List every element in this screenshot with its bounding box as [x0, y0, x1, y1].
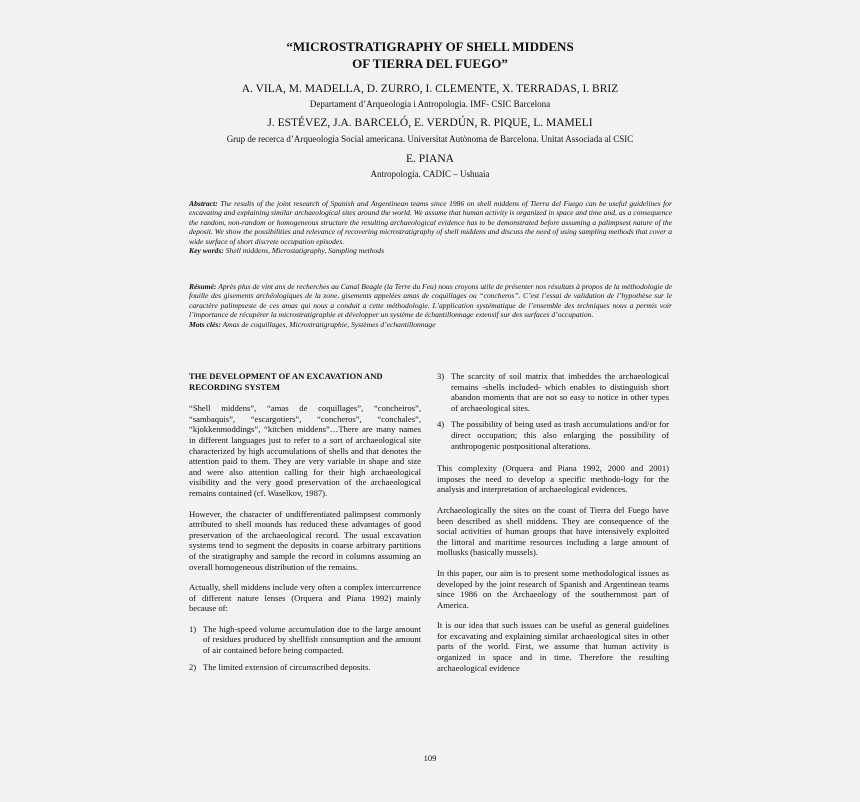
affiliation-1: Departament d’Arqueologia i Antropologia. IMF- CSIC Barcelona [309, 99, 551, 109]
abstract-text [189, 199, 672, 246]
paragraph: It is our idea that such issues can be useful as general guidelines for excavating and explaining similar archaeological sites in other parts of the world. First, we assume that human activity is organized in space and in time. Therefore the resulting archaeological evidence [437, 620, 669, 673]
abstract-block [189, 199, 672, 255]
list-text: The scarcity of soil matrix that imbeddes the archaeological remains -shells included- which enables to distinguish short abandon moments that are not so easy to notice in other types of archaeological sites. [451, 371, 669, 413]
paragraph: This complexity (Orquera and Piana 1992, 2000 and 2001) imposes the need to develop a specific methodo-logy for the analysis and interpretation of archaeological evidences. [437, 463, 669, 495]
paragraph: Actually, shell middens include very often a complex intercurrence of different nature lenses (Orquera and Piana 1992) mainly because of: [189, 582, 421, 614]
section-heading: THE DEVELOPMENT OF AN EXCAVATION AND RECORDING SYSTEM [189, 371, 383, 392]
keywords-label: Key words: [189, 246, 224, 256]
resume-body: Après plus de vint ans de recherches au Canal Beagle (la Terre du Feu) nous croyons utile de présenter nos résultats à propos de la méthodologie de fouille des gisements archéologiques de la zone, gisements appelées amas de coquillages ou “concheros”. C’est l’essai de validation de l’hypothèse sur le caractère palimpseste de ces amas qui nous a conduit a cette méthodologie. L’application systématique de l’ensemble des techniques nous a permis voir l’importance de récupérer la microstratigraphie et développer un système de échantillonnage extensif sur des surfaces d’occupation. [189, 282, 672, 320]
list-text: The limited extension of circumscribed deposits. [203, 661, 371, 672]
title-line-1: “MICROSTRATIGRAPHY OF SHELL MIDDENS [286, 39, 574, 54]
list-number: 3) [437, 371, 445, 381]
list-text: The possibility of being used as trash accumulations and/or for direct occupation; this also enlarging the possibility of anthropogenic postpositional alterations. [451, 419, 669, 451]
resume-keywords [189, 320, 672, 329]
paragraph: In this paper, our aim is to present some methodological issues as developed by the joint research of Spanish and Argentinean teams since 1986 on the Archaeology of the southernmost part of America. [437, 567, 669, 610]
page-number: 109 [423, 753, 437, 763]
author-list-2: J. ESTÉVEZ, J.A. BARCELÓ, E. VERDÚN, R. PIQUE, L. MAMELI [267, 117, 593, 129]
affiliation-3: Antropología. CADIC – Ushuaia [370, 169, 490, 179]
list-number: 2) [189, 661, 197, 672]
resume-label: Résumé: [189, 282, 217, 291]
title-line-2: OF TIERRA DEL FUEGO” [352, 56, 508, 71]
right-column [437, 371, 669, 683]
author-list-1: A. VILA, M. MADELLA, D. ZURRO, I. CLEMENTE, X. TERRADAS, I. BRIZ [241, 83, 619, 95]
abstract-label: Abstract: [189, 199, 218, 208]
keywords-text: Shell middens, Microstatigraphy, Sampling methods [225, 246, 385, 256]
paper-title [160, 38, 700, 72]
list-item [437, 371, 669, 413]
list-item [189, 662, 421, 673]
list-number: 1) [189, 623, 197, 634]
resume-block [189, 282, 672, 329]
list-item [437, 419, 669, 451]
author-list-3: E. PIANA [406, 153, 454, 165]
list-item [189, 624, 421, 656]
resume-text [189, 282, 672, 320]
left-column [189, 371, 421, 678]
abstract-body: The results of the joint research of Spanish and Argentinean teams since 1986 on shell middens of Tierra del Fuego can be useful guidelines for excavating and explaining similar archaeological sites around the world. We assume that human activity is organized in space and time and, as a consequence the random, non-random or homogeneous structure the resulting archaeological evidence has to be demonstrated before assuming a palimpsest nature of the deposit. We show the possibilities and relevance of recovering microstratigraphy of shell middens and discuss the need of using sampling methods that cover a wide surface of short discrete occupation episodes. [189, 199, 672, 246]
paragraph: Archaeologically the sites on the coast of Tierra del Fuego have been described as shell middens. They are consequence of the social activities of human groups that have intensively exploited the littoral and maritime resources including a large amount of mollusks (basically mussels). [437, 504, 669, 558]
mots-cles-label: Mots clés: [189, 319, 221, 329]
list-number: 4) [437, 419, 445, 430]
paragraph: “Shell middens”, “amas de coquillages”, “concheiros”, “sambaquis”, “escargotiers”, “concheros”, “conchales”, “kjokkenmoddings”, “kitchen middens”…There are many names in different languages just to refer to a sort of archaeological site characterized by high accumulations of shells and that denotes the attention paid to them. They are very variable in shape and size and were also attention calling for their high archaeological visibility and the very good preservation of the archaeological remains contained (cf. Waselkov, 1987). [189, 403, 421, 498]
affiliation-2: Grup de recerca d’Arqueologia Social americana. Universitat Autònoma de Barcelona. Unitat Associada al CSIC [226, 134, 634, 144]
mots-cles-text: Amas de coquillages, Microstratigraphie, Systèmes d’echantillonnage [222, 319, 436, 329]
list-text: The high-speed volume accumulation due to the large amount of residues produced by shellfish consumption and the amount of air contained before being compacted. [203, 623, 421, 656]
abstract-keywords [189, 246, 672, 255]
paragraph: However, the character of undifferentiated palimpsest commonly attributed to shell mounds has reduced these advantages of good preservation of the archaeological record. The usual excavation systems tend to segment the deposits in coarse arbitrary partitions of the stratigraphy and sample the record in columns assuming an overall homogeneous distribution of the remains. [189, 508, 421, 572]
